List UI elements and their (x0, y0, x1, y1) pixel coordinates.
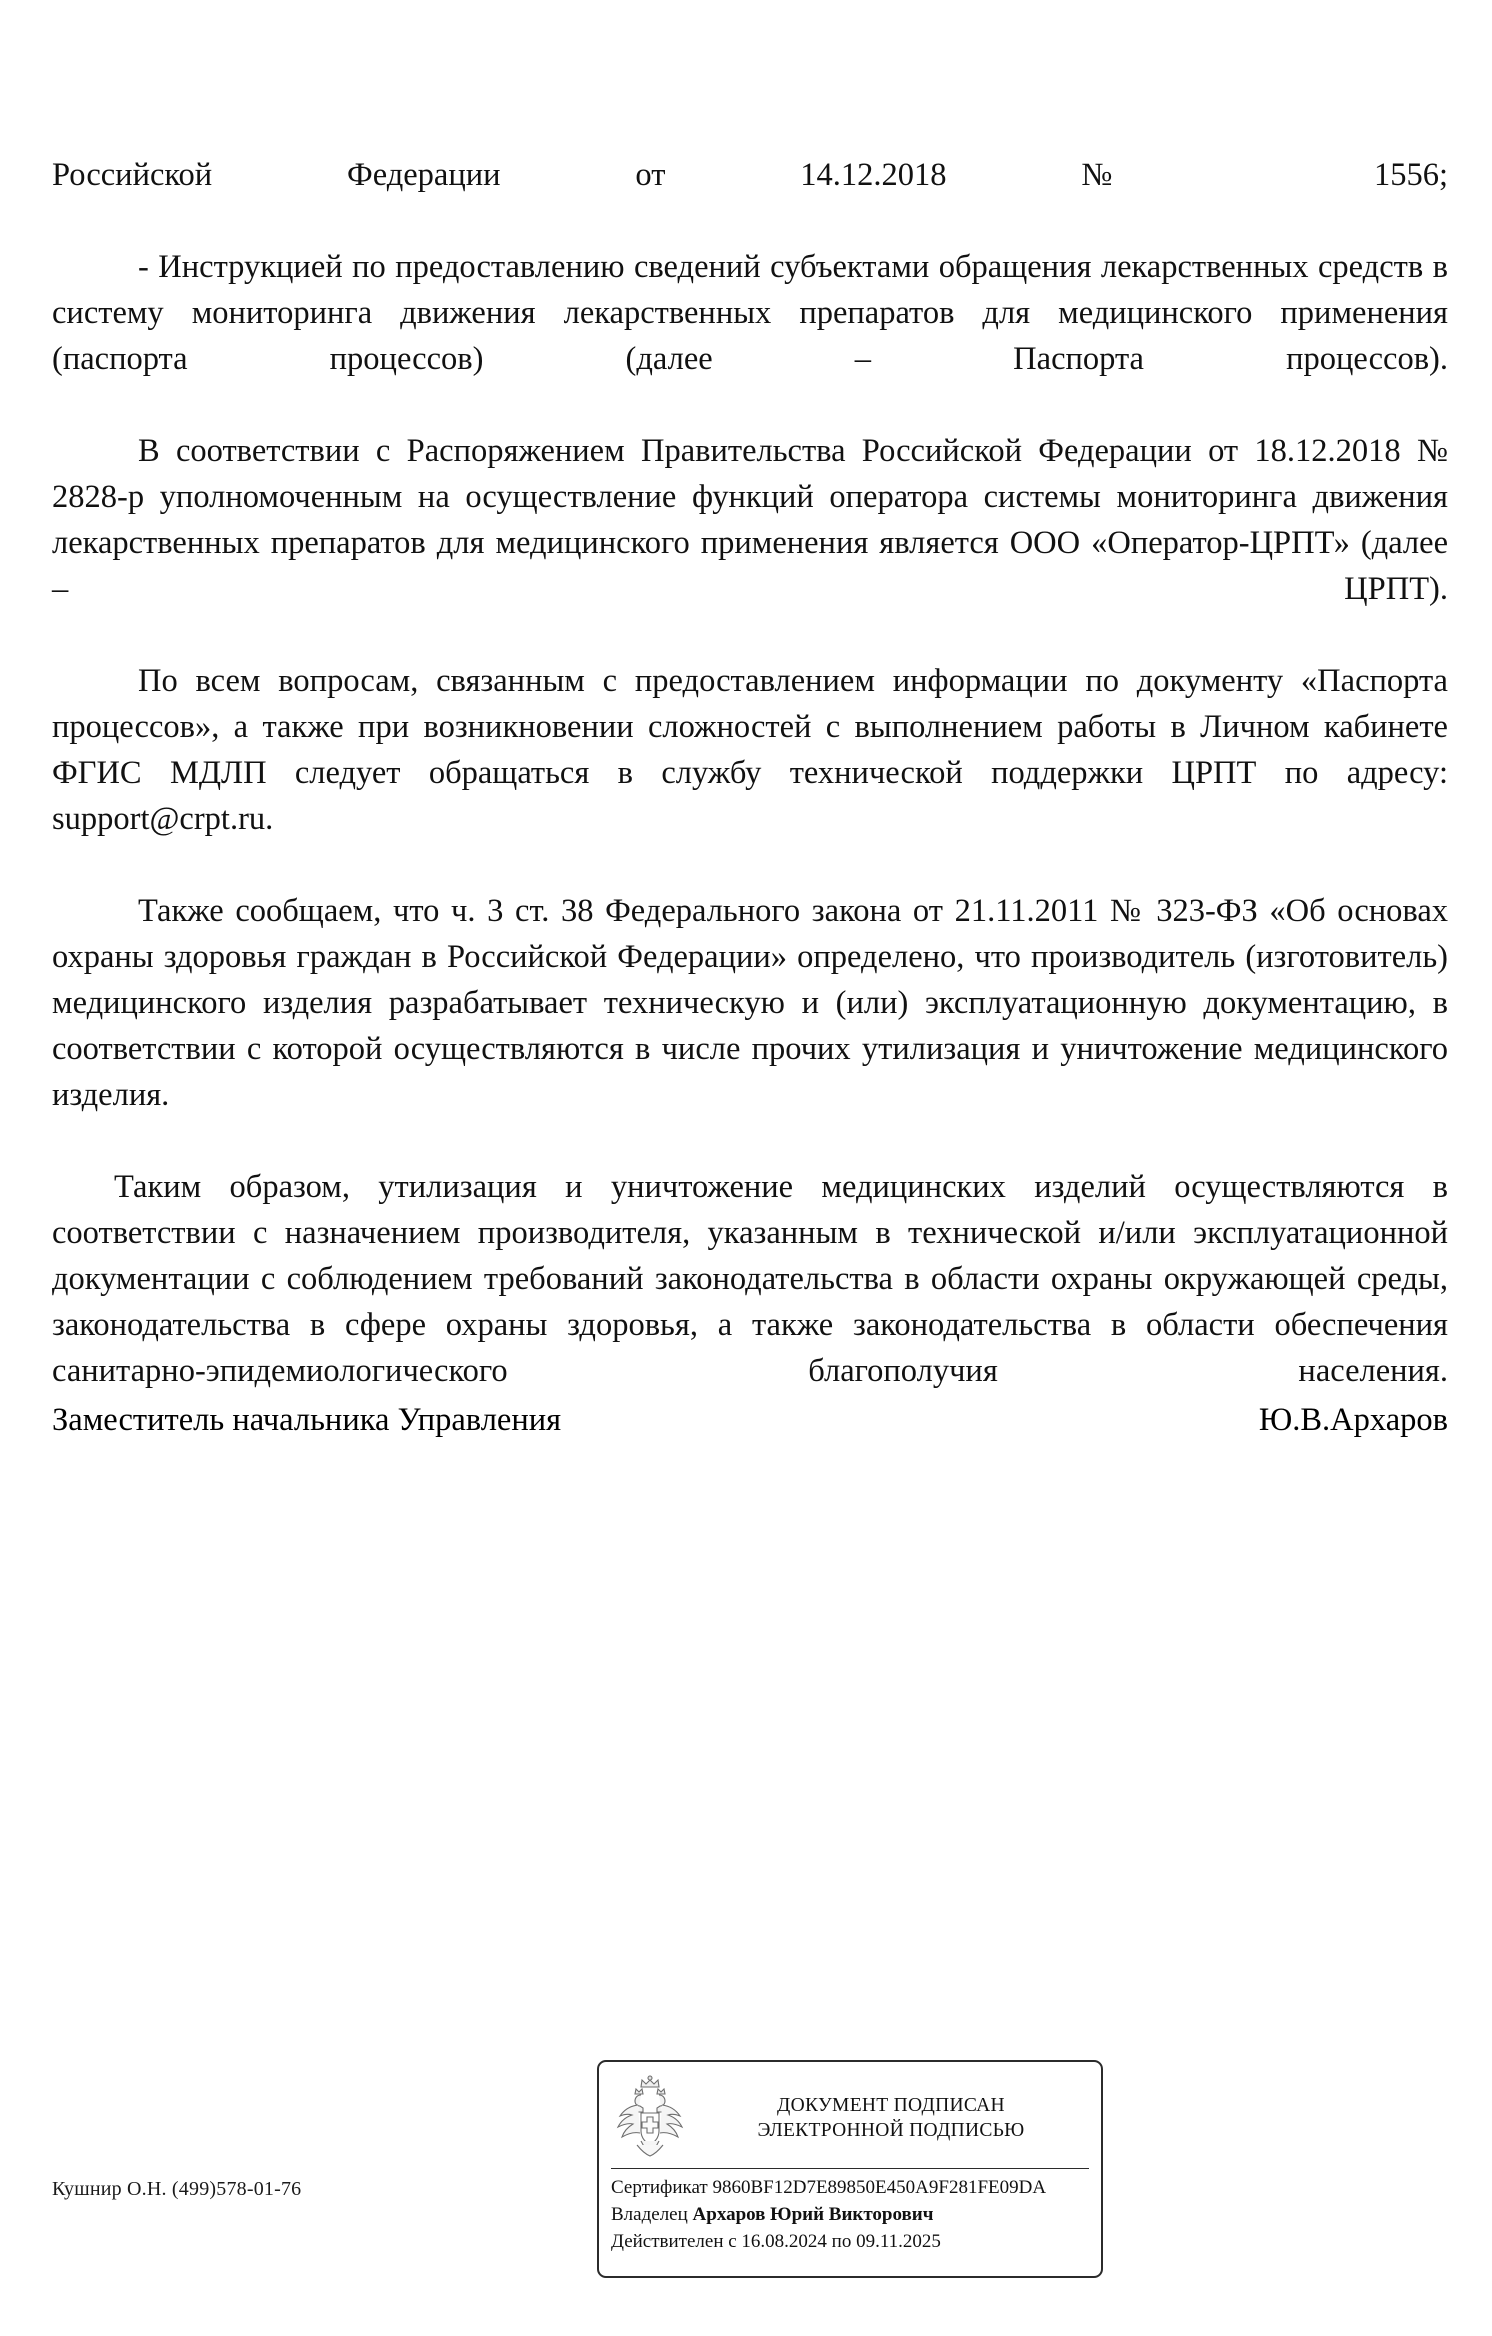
signatory-position: Заместитель начальника Управления (52, 1402, 562, 1438)
stamp-heading-line-2: ЭЛЕКТРОННОЙ ПОДПИСЬЮ (757, 2120, 1025, 2141)
signature-block (52, 1400, 1448, 1440)
paragraph-1556: Российской Федерации от 14.12.2018 № 1556; (52, 157, 1448, 193)
paragraph-instruction: - Инструкцией по предоставлению сведений субъектами обращения лекарственных средств в систему мониторинга движения лекарственных препаратов для медицинского применения (паспорта процессов) (далее – Паспорта процессов). (52, 249, 1448, 377)
stamp-divider (611, 2168, 1089, 2169)
validity-line: Действителен с 16.08.2024 по 09.11.2025 (611, 2231, 941, 2252)
russian-double-headed-eagle-emblem-icon (611, 2075, 689, 2161)
certificate-line (611, 2174, 1089, 2201)
document-body (52, 152, 1448, 1440)
paragraph-federal-law: Также сообщаем, что ч. 3 ст. 38 Федерального закона от 21.11.2011 № 323-ФЗ «Об основах охраны здоровья граждан в Российской Федерации» определено, что производитель (изготовитель) медицинского изделия разрабатывает техническую и (или) эксплуатационную документацию, в соответствии с которой осуществляются в числе прочих утилизация и уничтожение медицинского изделия. (52, 893, 1448, 1113)
stamp-heading-text (699, 2093, 1089, 2143)
certificate-value: 9860BF12D7E89850E450A9F281FE09DA (712, 2177, 1047, 2198)
electronic-signature-stamp (597, 2060, 1103, 2278)
owner-value: Архаров Юрий Викторович (692, 2204, 934, 2225)
stamp-details (611, 2174, 1089, 2255)
owner-line (611, 2201, 1089, 2228)
certificate-label: Сертификат (611, 2177, 708, 2198)
stamp-header (611, 2072, 1089, 2164)
paragraph-support-contact: По всем вопросам, связанным с предоставлением информации по документу «Паспорта процессов», а также при возникновении сложностей с выполнением работы в Личном кабинете ФГИС МДЛП следует обращаться в службу технической поддержки ЦРПТ по адресу: support@crpt.ru. (52, 663, 1448, 837)
footer-contact-info: Кушнир О.Н. (499)578-01-76 (52, 2178, 302, 2200)
signatory-name: Ю.В.Архаров (1258, 1402, 1448, 1438)
owner-label: Владелец (611, 2204, 688, 2225)
stamp-heading-line-1: ДОКУМЕНТ ПОДПИСАН (777, 2095, 1005, 2116)
paragraph-conclusion: Таким образом, утилизация и уничтожение медицинских изделий осуществляются в соответствии с назначением производителя, указанным в технической и/или эксплуатационной документации с соблюдением требований законодательства в области охраны окружающей среды, законодательства в сфере охраны здоровья, а также законодательства в области обеспечения санитарно-эпидемиологического благополучия населения. (52, 1169, 1448, 1389)
paragraph-government-order: В соответствии с Распоряжением Правительства Российской Федерации от 18.12.2018 № 2828-р уполномоченным на осуществление функций оператора системы мониторинга движения лекарственных препаратов для медицинского применения является ООО «Оператор-ЦРПТ» (далее – ЦРПТ). (52, 433, 1448, 607)
